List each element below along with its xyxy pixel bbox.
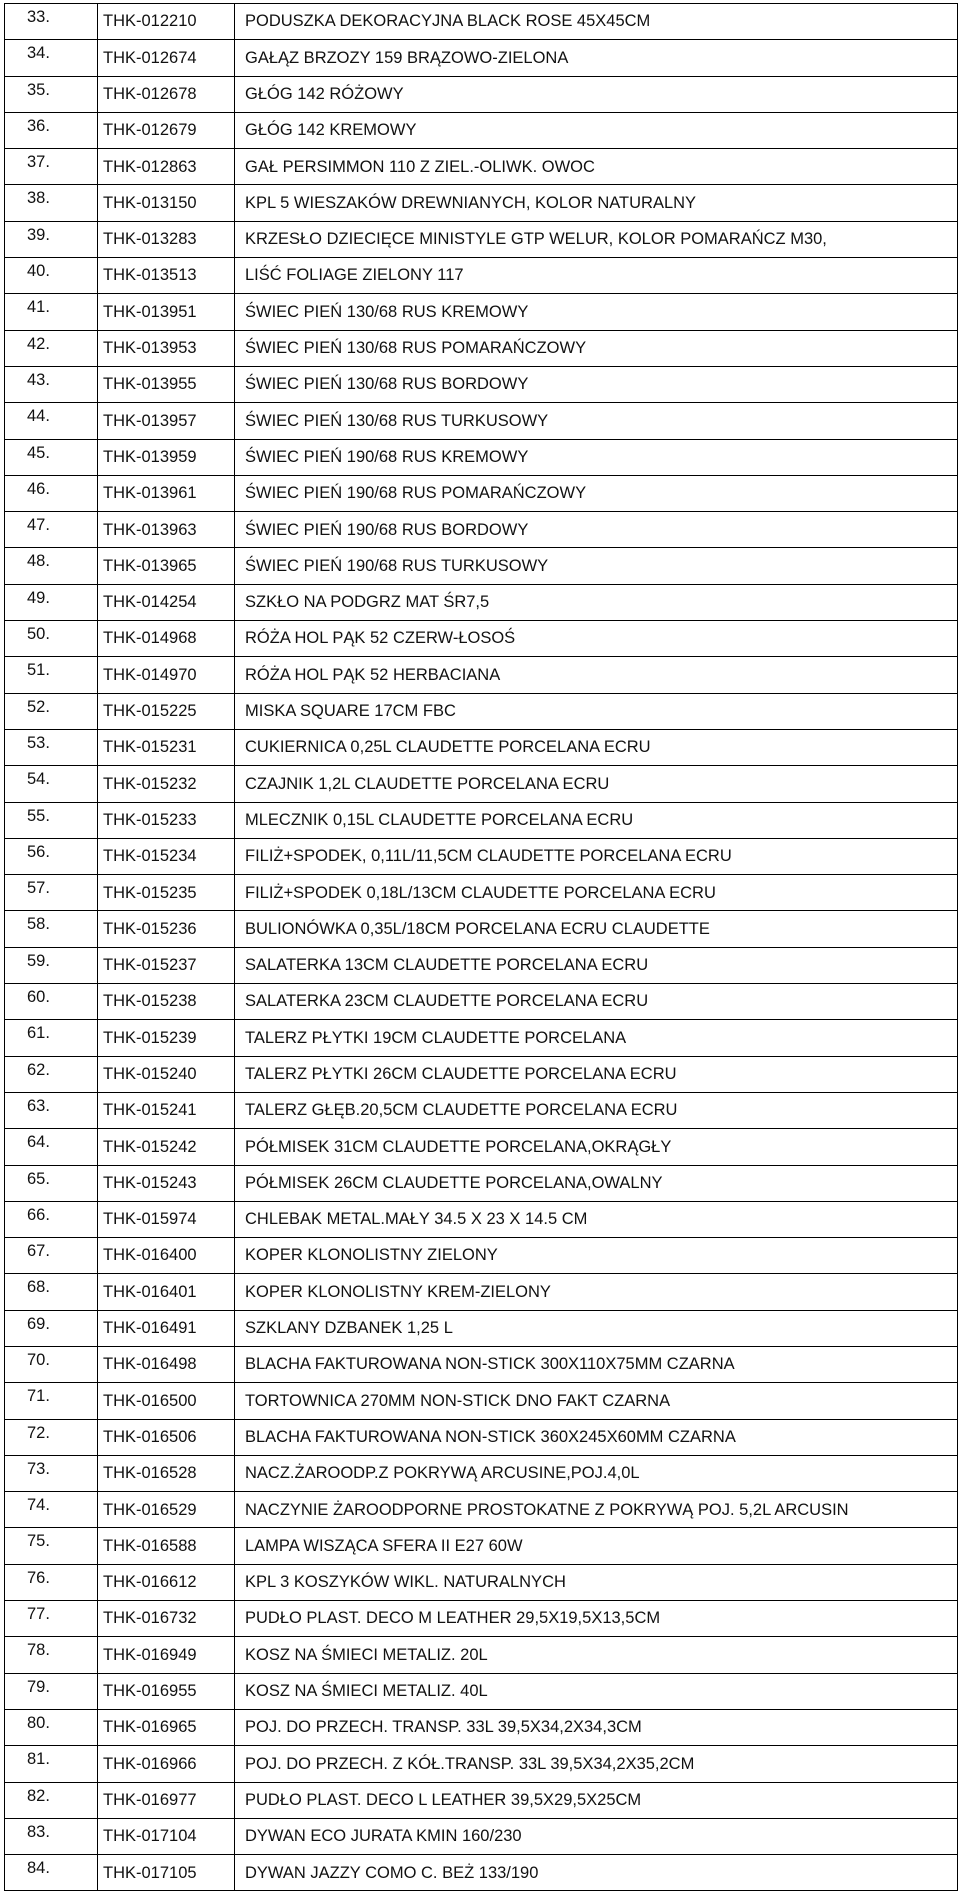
row-number: 63. bbox=[5, 1092, 98, 1128]
product-code: THK-015240 bbox=[98, 1056, 235, 1092]
product-code: THK-015234 bbox=[98, 838, 235, 874]
product-code: THK-015236 bbox=[98, 911, 235, 947]
product-code: THK-016966 bbox=[98, 1746, 235, 1782]
product-name: SALATERKA 13CM CLAUDETTE PORCELANA ECRU bbox=[235, 947, 958, 983]
product-name: MISKA SQUARE 17CM FBC bbox=[235, 693, 958, 729]
row-number: 34. bbox=[5, 40, 98, 76]
product-code: THK-017105 bbox=[98, 1855, 235, 1891]
row-number: 39. bbox=[5, 221, 98, 257]
product-code: THK-016955 bbox=[98, 1673, 235, 1709]
row-number: 83. bbox=[5, 1818, 98, 1854]
row-number: 84. bbox=[5, 1855, 98, 1891]
table-row bbox=[5, 475, 958, 511]
row-number: 78. bbox=[5, 1637, 98, 1673]
table-row bbox=[5, 1746, 958, 1782]
product-name: CHLEBAK METAL.MAŁY 34.5 X 23 X 14.5 CM bbox=[235, 1201, 958, 1237]
product-code: THK-016400 bbox=[98, 1238, 235, 1274]
table-row bbox=[5, 1492, 958, 1528]
product-name: BULIONÓWKA 0,35L/18CM PORCELANA ECRU CLAUDETTE bbox=[235, 911, 958, 947]
product-name: ŚWIEC PIEŃ 190/68 RUS POMARAŃCZOWY bbox=[235, 475, 958, 511]
product-code: THK-013513 bbox=[98, 258, 235, 294]
table-row bbox=[5, 802, 958, 838]
row-number: 80. bbox=[5, 1709, 98, 1745]
row-number: 49. bbox=[5, 584, 98, 620]
row-number: 52. bbox=[5, 693, 98, 729]
product-name: PUDŁO PLAST. DECO L LEATHER 39,5X29,5X25CM bbox=[235, 1782, 958, 1818]
product-code: THK-013965 bbox=[98, 548, 235, 584]
row-number: 46. bbox=[5, 475, 98, 511]
row-number: 74. bbox=[5, 1492, 98, 1528]
product-name: ŚWIEC PIEŃ 190/68 RUS TURKUSOWY bbox=[235, 548, 958, 584]
product-name: CUKIERNICA 0,25L CLAUDETTE PORCELANA ECRU bbox=[235, 729, 958, 765]
product-code: THK-016491 bbox=[98, 1310, 235, 1346]
table-row bbox=[5, 1310, 958, 1346]
product-code: THK-016528 bbox=[98, 1455, 235, 1491]
table-row bbox=[5, 1165, 958, 1201]
row-number: 81. bbox=[5, 1746, 98, 1782]
row-number: 62. bbox=[5, 1056, 98, 1092]
product-code: THK-016401 bbox=[98, 1274, 235, 1310]
product-name: BLACHA FAKTUROWANA NON-STICK 300X110X75MM CZARNA bbox=[235, 1346, 958, 1382]
row-number: 45. bbox=[5, 439, 98, 475]
product-name: ŚWIEC PIEŃ 190/68 RUS KREMOWY bbox=[235, 439, 958, 475]
table-row bbox=[5, 1201, 958, 1237]
product-name: KOPER KLONOLISTNY ZIELONY bbox=[235, 1238, 958, 1274]
product-code: THK-012863 bbox=[98, 149, 235, 185]
row-number: 35. bbox=[5, 76, 98, 112]
product-code: THK-013150 bbox=[98, 185, 235, 221]
table-row bbox=[5, 1020, 958, 1056]
table-row bbox=[5, 1709, 958, 1745]
product-code: THK-015233 bbox=[98, 802, 235, 838]
row-number: 75. bbox=[5, 1528, 98, 1564]
row-number: 57. bbox=[5, 875, 98, 911]
table-row bbox=[5, 366, 958, 402]
product-code: THK-016949 bbox=[98, 1637, 235, 1673]
table-row bbox=[5, 1673, 958, 1709]
table-row bbox=[5, 875, 958, 911]
table-row bbox=[5, 1528, 958, 1564]
product-code: THK-014254 bbox=[98, 584, 235, 620]
product-name: FILIŻ+SPODEK, 0,11L/11,5CM CLAUDETTE PORCELANA ECRU bbox=[235, 838, 958, 874]
row-number: 51. bbox=[5, 657, 98, 693]
table-row bbox=[5, 1601, 958, 1637]
row-number: 65. bbox=[5, 1165, 98, 1201]
product-name: KOSZ NA ŚMIECI METALIZ. 40L bbox=[235, 1673, 958, 1709]
table-row bbox=[5, 1419, 958, 1455]
product-name: LIŚĆ FOLIAGE ZIELONY 117 bbox=[235, 258, 958, 294]
row-number: 58. bbox=[5, 911, 98, 947]
product-name: BLACHA FAKTUROWANA NON-STICK 360X245X60MM CZARNA bbox=[235, 1419, 958, 1455]
product-code: THK-013283 bbox=[98, 221, 235, 257]
product-name: PÓŁMISEK 31CM CLAUDETTE PORCELANA,OKRĄGŁY bbox=[235, 1129, 958, 1165]
table-row bbox=[5, 621, 958, 657]
product-name: ŚWIEC PIEŃ 130/68 RUS TURKUSOWY bbox=[235, 403, 958, 439]
product-name: TALERZ GŁĘB.20,5CM CLAUDETTE PORCELANA ECRU bbox=[235, 1092, 958, 1128]
product-code: THK-016500 bbox=[98, 1383, 235, 1419]
row-number: 71. bbox=[5, 1383, 98, 1419]
product-code: THK-016498 bbox=[98, 1346, 235, 1382]
product-code: THK-016529 bbox=[98, 1492, 235, 1528]
product-code: THK-013957 bbox=[98, 403, 235, 439]
product-name: FILIŻ+SPODEK 0,18L/13CM CLAUDETTE PORCELANA ECRU bbox=[235, 875, 958, 911]
product-name: KPL 3 KOSZYKÓW WIKL. NATURALNYCH bbox=[235, 1564, 958, 1600]
product-name: DYWAN ECO JURATA KMIN 160/230 bbox=[235, 1818, 958, 1854]
row-number: 36. bbox=[5, 112, 98, 148]
table-row bbox=[5, 1346, 958, 1382]
product-name: CZAJNIK 1,2L CLAUDETTE PORCELANA ECRU bbox=[235, 766, 958, 802]
table-row bbox=[5, 911, 958, 947]
row-number: 73. bbox=[5, 1455, 98, 1491]
table-row bbox=[5, 149, 958, 185]
table-row bbox=[5, 512, 958, 548]
product-code: THK-015231 bbox=[98, 729, 235, 765]
product-name: PUDŁO PLAST. DECO M LEATHER 29,5X19,5X13,5CM bbox=[235, 1601, 958, 1637]
product-name: ŚWIEC PIEŃ 130/68 RUS BORDOWY bbox=[235, 366, 958, 402]
table-row bbox=[5, 258, 958, 294]
product-name: MLECZNIK 0,15L CLAUDETTE PORCELANA ECRU bbox=[235, 802, 958, 838]
table-row bbox=[5, 185, 958, 221]
row-number: 61. bbox=[5, 1020, 98, 1056]
product-name: PODUSZKA DEKORACYJNA BLACK ROSE 45X45CM bbox=[235, 4, 958, 40]
product-name: KRZESŁO DZIECIĘCE MINISTYLE GTP WELUR, KOLOR POMARAŃCZ M30, bbox=[235, 221, 958, 257]
table-row bbox=[5, 984, 958, 1020]
table-row bbox=[5, 1274, 958, 1310]
product-code: THK-016965 bbox=[98, 1709, 235, 1745]
product-code: THK-012210 bbox=[98, 4, 235, 40]
table-row bbox=[5, 40, 958, 76]
table-row bbox=[5, 439, 958, 475]
product-code: THK-014968 bbox=[98, 621, 235, 657]
product-code: THK-013955 bbox=[98, 366, 235, 402]
product-name: SZKŁO NA PODGRZ MAT ŚR7,5 bbox=[235, 584, 958, 620]
table-row bbox=[5, 1056, 958, 1092]
table-row bbox=[5, 584, 958, 620]
table-row bbox=[5, 76, 958, 112]
table-row bbox=[5, 1129, 958, 1165]
product-code: THK-012679 bbox=[98, 112, 235, 148]
table-row bbox=[5, 1855, 958, 1891]
table-row bbox=[5, 693, 958, 729]
table-row bbox=[5, 112, 958, 148]
product-name: PÓŁMISEK 26CM CLAUDETTE PORCELANA,OWALNY bbox=[235, 1165, 958, 1201]
table-row bbox=[5, 1092, 958, 1128]
row-number: 47. bbox=[5, 512, 98, 548]
product-name: NACZYNIE ŻAROODPORNE PROSTOKATNE Z POKRYWĄ POJ. 5,2L ARCUSIN bbox=[235, 1492, 958, 1528]
product-name: TALERZ PŁYTKI 26CM CLAUDETTE PORCELANA ECRU bbox=[235, 1056, 958, 1092]
row-number: 33. bbox=[5, 4, 98, 40]
table-row bbox=[5, 1455, 958, 1491]
product-code: THK-012674 bbox=[98, 40, 235, 76]
product-table bbox=[4, 3, 958, 1891]
row-number: 37. bbox=[5, 149, 98, 185]
product-name: NACZ.ŻAROODP.Z POKRYWĄ ARCUSINE,POJ.4,0L bbox=[235, 1455, 958, 1491]
product-code: THK-015243 bbox=[98, 1165, 235, 1201]
table-row bbox=[5, 1383, 958, 1419]
table-row bbox=[5, 1782, 958, 1818]
product-code: THK-016588 bbox=[98, 1528, 235, 1564]
row-number: 66. bbox=[5, 1201, 98, 1237]
row-number: 56. bbox=[5, 838, 98, 874]
row-number: 67. bbox=[5, 1238, 98, 1274]
product-code: THK-015235 bbox=[98, 875, 235, 911]
row-number: 40. bbox=[5, 258, 98, 294]
table-row bbox=[5, 548, 958, 584]
product-name: ŚWIEC PIEŃ 130/68 RUS KREMOWY bbox=[235, 294, 958, 330]
product-code: THK-015241 bbox=[98, 1092, 235, 1128]
table-row bbox=[5, 330, 958, 366]
product-name: GŁÓG 142 KREMOWY bbox=[235, 112, 958, 148]
product-name: DYWAN JAZZY COMO C. BEŻ 133/190 bbox=[235, 1855, 958, 1891]
row-number: 68. bbox=[5, 1274, 98, 1310]
product-code: THK-015238 bbox=[98, 984, 235, 1020]
row-number: 82. bbox=[5, 1782, 98, 1818]
table-row bbox=[5, 766, 958, 802]
table-row bbox=[5, 729, 958, 765]
product-code: THK-016732 bbox=[98, 1601, 235, 1637]
product-name: SALATERKA 23CM CLAUDETTE PORCELANA ECRU bbox=[235, 984, 958, 1020]
product-name: LAMPA WISZĄCA SFERA II E27 60W bbox=[235, 1528, 958, 1564]
product-code: THK-015239 bbox=[98, 1020, 235, 1056]
row-number: 54. bbox=[5, 766, 98, 802]
product-name: RÓŻA HOL PĄK 52 HERBACIANA bbox=[235, 657, 958, 693]
product-name: ŚWIEC PIEŃ 190/68 RUS BORDOWY bbox=[235, 512, 958, 548]
table-row bbox=[5, 1637, 958, 1673]
product-code: THK-015225 bbox=[98, 693, 235, 729]
product-name: SZKLANY DZBANEK 1,25 L bbox=[235, 1310, 958, 1346]
row-number: 59. bbox=[5, 947, 98, 983]
table-row bbox=[5, 221, 958, 257]
product-code: THK-013961 bbox=[98, 475, 235, 511]
product-name: RÓŻA HOL PĄK 52 CZERW-ŁOSOŚ bbox=[235, 621, 958, 657]
row-number: 76. bbox=[5, 1564, 98, 1600]
product-code: THK-015232 bbox=[98, 766, 235, 802]
product-code: THK-017104 bbox=[98, 1818, 235, 1854]
product-table-body bbox=[5, 4, 958, 1891]
row-number: 43. bbox=[5, 366, 98, 402]
row-number: 53. bbox=[5, 729, 98, 765]
product-name: GAŁ PERSIMMON 110 Z ZIEL.-OLIWK. OWOC bbox=[235, 149, 958, 185]
product-code: THK-016612 bbox=[98, 1564, 235, 1600]
product-code: THK-013953 bbox=[98, 330, 235, 366]
row-number: 38. bbox=[5, 185, 98, 221]
product-name: GŁÓG 142 RÓŻOWY bbox=[235, 76, 958, 112]
product-code: THK-015974 bbox=[98, 1201, 235, 1237]
row-number: 72. bbox=[5, 1419, 98, 1455]
product-name: KOPER KLONOLISTNY KREM-ZIELONY bbox=[235, 1274, 958, 1310]
product-name: KPL 5 WIESZAKÓW DREWNIANYCH, KOLOR NATURALNY bbox=[235, 185, 958, 221]
row-number: 64. bbox=[5, 1129, 98, 1165]
product-name: GAŁĄZ BRZOZY 159 BRĄZOWO-ZIELONA bbox=[235, 40, 958, 76]
product-name: TORTOWNICA 270MM NON-STICK DNO FAKT CZARNA bbox=[235, 1383, 958, 1419]
row-number: 41. bbox=[5, 294, 98, 330]
row-number: 44. bbox=[5, 403, 98, 439]
product-name: POJ. DO PRZECH. Z KÓŁ.TRANSP. 33L 39,5X34,2X35,2CM bbox=[235, 1746, 958, 1782]
table-row bbox=[5, 1818, 958, 1854]
product-code: THK-013959 bbox=[98, 439, 235, 475]
table-row bbox=[5, 1238, 958, 1274]
table-row bbox=[5, 403, 958, 439]
product-code: THK-015237 bbox=[98, 947, 235, 983]
table-row bbox=[5, 657, 958, 693]
table-row bbox=[5, 947, 958, 983]
product-code: THK-013963 bbox=[98, 512, 235, 548]
row-number: 69. bbox=[5, 1310, 98, 1346]
table-row bbox=[5, 1564, 958, 1600]
product-name: KOSZ NA ŚMIECI METALIZ. 20L bbox=[235, 1637, 958, 1673]
row-number: 70. bbox=[5, 1346, 98, 1382]
row-number: 60. bbox=[5, 984, 98, 1020]
product-code: THK-014970 bbox=[98, 657, 235, 693]
row-number: 77. bbox=[5, 1601, 98, 1637]
table-row bbox=[5, 294, 958, 330]
table-row bbox=[5, 838, 958, 874]
row-number: 55. bbox=[5, 802, 98, 838]
row-number: 79. bbox=[5, 1673, 98, 1709]
product-name: TALERZ PŁYTKI 19CM CLAUDETTE PORCELANA bbox=[235, 1020, 958, 1056]
row-number: 50. bbox=[5, 621, 98, 657]
product-code: THK-012678 bbox=[98, 76, 235, 112]
product-name: POJ. DO PRZECH. TRANSP. 33L 39,5X34,2X34,3CM bbox=[235, 1709, 958, 1745]
product-code: THK-013951 bbox=[98, 294, 235, 330]
product-name: ŚWIEC PIEŃ 130/68 RUS POMARAŃCZOWY bbox=[235, 330, 958, 366]
table-row bbox=[5, 4, 958, 40]
product-code: THK-015242 bbox=[98, 1129, 235, 1165]
product-code: THK-016506 bbox=[98, 1419, 235, 1455]
product-code: THK-016977 bbox=[98, 1782, 235, 1818]
row-number: 48. bbox=[5, 548, 98, 584]
row-number: 42. bbox=[5, 330, 98, 366]
